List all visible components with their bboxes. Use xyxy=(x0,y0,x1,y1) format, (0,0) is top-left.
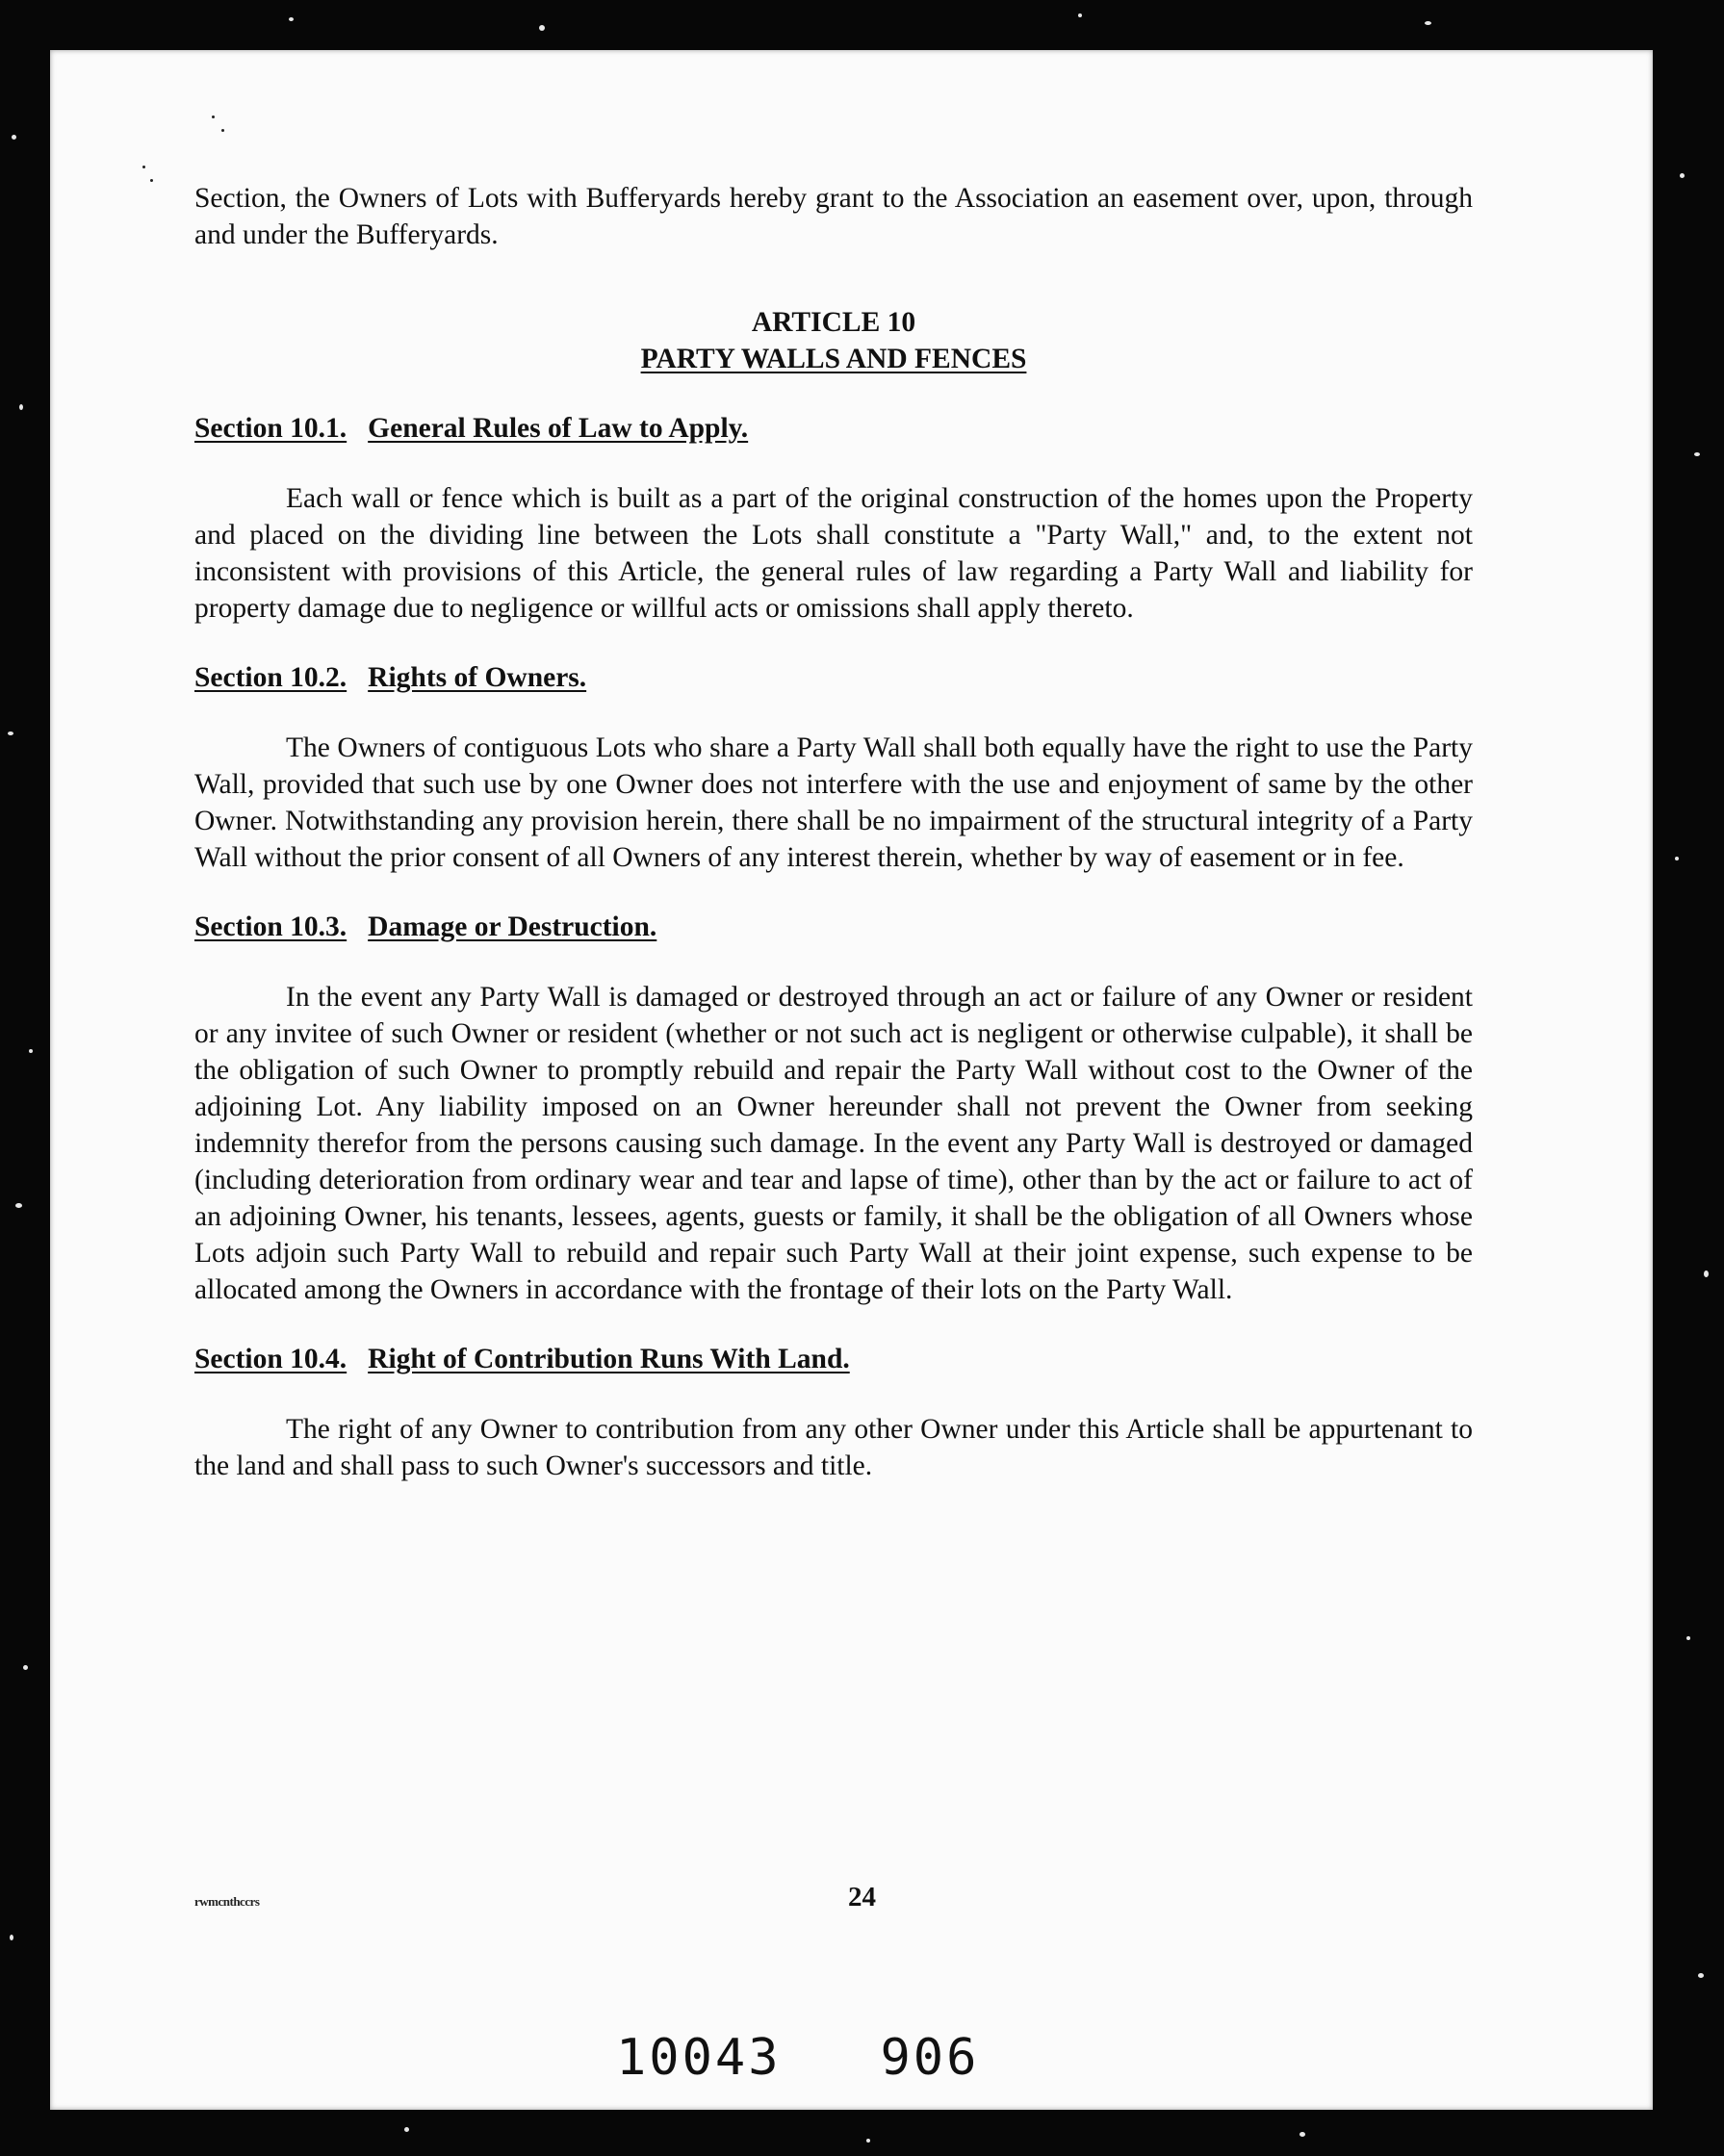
section-title: Damage or Destruction. xyxy=(368,911,657,942)
section-number: Section 10.2. xyxy=(194,662,347,693)
section-heading xyxy=(194,659,1473,696)
section-number: Section 10.4. xyxy=(194,1344,347,1374)
page-number: 24 xyxy=(848,1882,876,1912)
section-number: Section 10.1. xyxy=(194,413,347,444)
section-title: Right of Contribution Runs With Land. xyxy=(368,1344,850,1374)
recording-stamp-number: 10043 906 xyxy=(616,2029,980,2087)
article-number: ARTICLE 10 xyxy=(751,307,916,338)
document-body xyxy=(194,180,1473,1484)
intro-paragraph: Section, the Owners of Lots with Bufferyards hereby grant to the Association an easement over, upon, through and under the Bufferyards. xyxy=(194,183,1473,250)
section-paragraph: The right of any Owner to contribution from any other Owner under this Article shall be appurtenant to the land and shall pass to such Owner's successors and title. xyxy=(194,1414,1473,1481)
section-paragraph: The Owners of contiguous Lots who share a Party Wall shall both equally have the right to use the Party Wall, provided that such use by one Owner does not interfere with the use and enjoyment of same by the other Owner. Notwithstanding any provision herein, there shall be no impairment of the structural integrity of a Party Wall without the prior consent of all Owners of any interest therein, whether by way of easement or in fee. xyxy=(194,732,1473,873)
section-title: Rights of Owners. xyxy=(368,662,587,693)
section-paragraph: In the event any Party Wall is damaged or destroyed through an act or failure of any Owner or resident or any invitee of such Owner or resident (whether or not such act is negligent or otherwise culpable), it shall be the obligation of such Owner to promptly rebuild and repair the Party Wall without cost to the Owner of the adjoining Lot. Any liability imposed on an Owner hereunder shall not prevent the Owner from seeking indemnity therefor from the persons causing such damage. In the event any Party Wall is destroyed or damaged (including deterioration from ordinary wear and tear and lapse of time), other than by the act or failure to act of an adjoining Owner, his tenants, lessees, agents, guests or family, it shall be the obligation of all Owners whose Lots adjoin such Party Wall to rebuild and repair such Party Wall at their joint expense, such expense to be allocated among the Owners in accordance with the frontage of their lots on the Party Wall. xyxy=(194,982,1473,1305)
article-heading xyxy=(194,304,1473,377)
section-heading xyxy=(194,909,1473,945)
scan-dot xyxy=(221,129,224,132)
scan-dot xyxy=(212,116,215,118)
section-title: General Rules of Law to Apply. xyxy=(368,413,749,444)
scan-dot xyxy=(150,179,153,182)
section-heading xyxy=(194,1341,1473,1377)
footer-file-code: rwmcnthccrs xyxy=(194,1894,260,1909)
article-title: PARTY WALLS AND FENCES xyxy=(640,344,1027,374)
scan-dot xyxy=(142,166,145,168)
section-heading xyxy=(194,410,1473,447)
section-paragraph: Each wall or fence which is built as a part of the original construction of the homes upon the Property and placed on the dividing line between the Lots shall constitute a "Party Wall," and, to the extent not inconsistent with provisions of this Article, the general rules of law regarding a Party Wall and liability for property damage due to negligence or willful acts or omissions shall apply thereto. xyxy=(194,483,1473,624)
section-number: Section 10.3. xyxy=(194,911,347,942)
